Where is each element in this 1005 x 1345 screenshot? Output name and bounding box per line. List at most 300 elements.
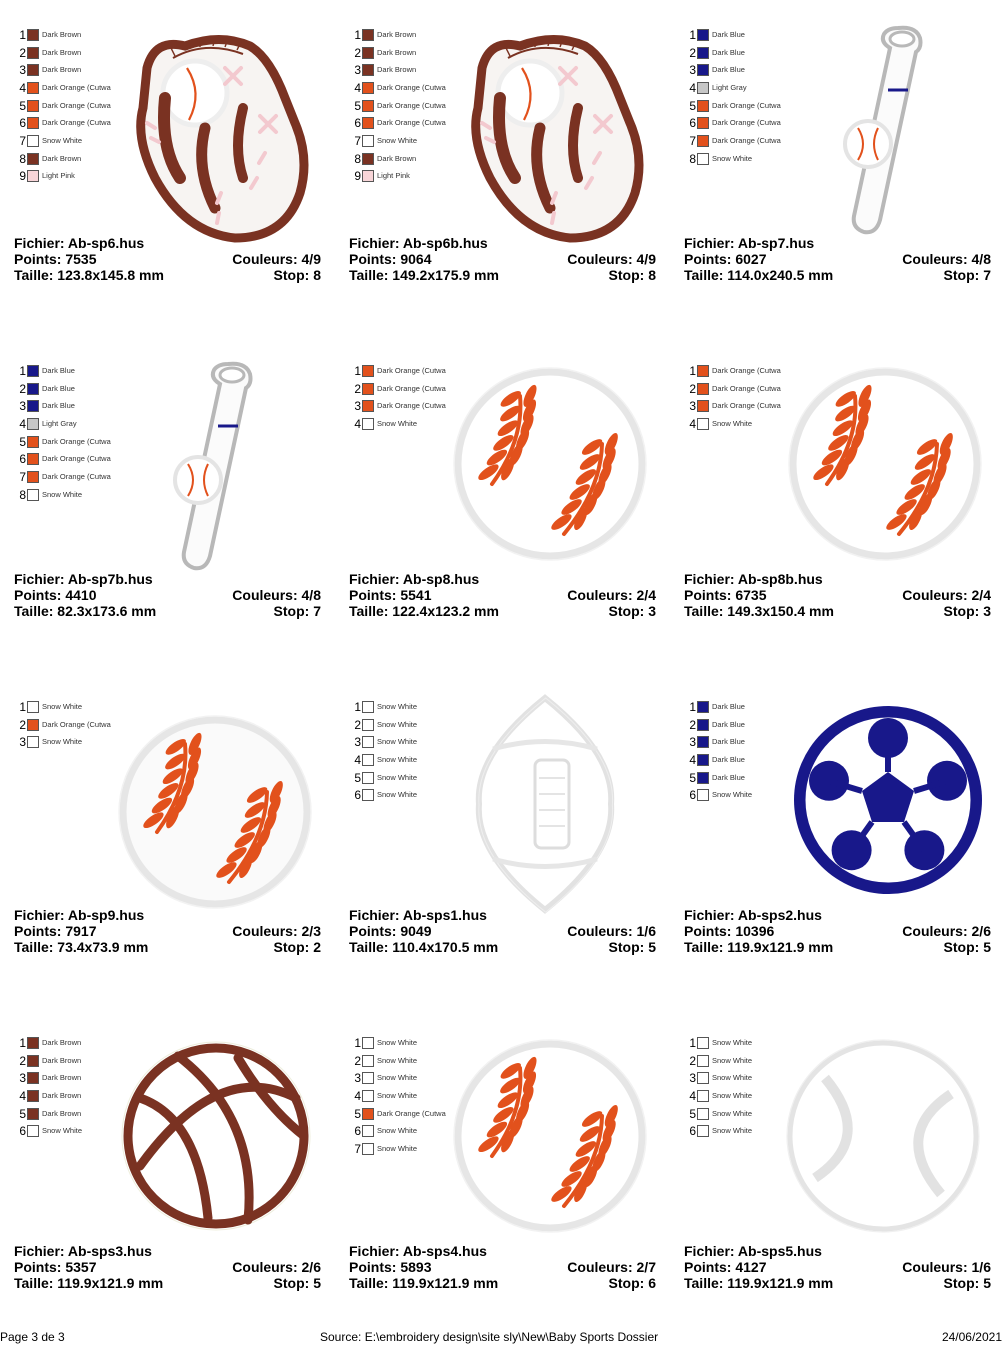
legend-color-name: Light Gray — [42, 419, 77, 428]
design-size: Taille: 119.9x121.9 mm — [684, 939, 834, 955]
color-swatch — [697, 29, 709, 41]
legend-item — [349, 1122, 449, 1140]
color-swatch — [697, 418, 709, 430]
color-swatch — [27, 1125, 39, 1137]
color-swatch — [697, 100, 709, 112]
legend-item — [349, 1087, 449, 1105]
legend-number: 8 — [689, 151, 696, 166]
design-info — [14, 571, 321, 619]
color-swatch — [697, 754, 709, 766]
design-size: Taille: 123.8x145.8 mm — [14, 267, 164, 283]
legend-color-name: Dark Orange (Cutwa — [712, 366, 781, 375]
color-legend — [14, 1034, 114, 1140]
legend-color-name: Snow White — [377, 738, 418, 747]
points-count: Points: 5893 — [349, 1259, 432, 1275]
legend-item — [349, 1034, 449, 1052]
color-swatch — [697, 365, 709, 377]
color-swatch — [27, 1055, 39, 1067]
legend-item — [349, 132, 449, 150]
color-swatch — [27, 736, 39, 748]
legend-color-name: Dark Orange (Cutwa — [712, 402, 781, 411]
legend-color-name: Snow White — [377, 755, 418, 764]
print-date: 24/06/2021 — [941, 1330, 1002, 1344]
legend-number: 2 — [689, 717, 696, 732]
legend-color-name: Dark Blue — [712, 738, 745, 747]
design-info — [684, 907, 991, 955]
color-swatch — [27, 400, 39, 412]
legend-item — [14, 1122, 114, 1140]
color-swatch — [697, 772, 709, 784]
color-swatch — [27, 135, 39, 147]
legend-number: 4 — [689, 416, 696, 431]
legend-number: 5 — [19, 1106, 26, 1121]
color-count: Couleurs: 2/7 — [567, 1259, 656, 1275]
design-card — [335, 1008, 670, 1344]
stop-count: Stop: 8 — [273, 267, 321, 283]
legend-color-name: Dark Orange (Cutwa — [42, 119, 111, 128]
legend-number: 7 — [19, 469, 26, 484]
legend-number: 1 — [354, 699, 361, 714]
legend-color-name: Dark Blue — [712, 66, 745, 75]
legend-item — [14, 468, 114, 486]
legend-color-name: Snow White — [377, 419, 418, 428]
design-size: Taille: 149.3x150.4 mm — [684, 603, 834, 619]
legend-color-name: Snow White — [377, 1056, 418, 1065]
legend-item — [14, 44, 114, 62]
legend-color-name: Dark Orange (Cutwa — [42, 472, 111, 481]
color-swatch — [362, 1108, 374, 1120]
legend-number: 3 — [689, 63, 696, 78]
legend-item — [349, 397, 449, 415]
legend-color-name: Dark Orange (Cutwa — [712, 119, 781, 128]
legend-number: 4 — [354, 80, 361, 95]
legend-number: 1 — [354, 1035, 361, 1050]
legend-color-name: Dark Orange (Cutwa — [377, 402, 446, 411]
legend-color-name: Dark Blue — [712, 755, 745, 764]
legend-item — [684, 751, 784, 769]
legend-item — [684, 1052, 784, 1070]
color-swatch — [362, 400, 374, 412]
legend-color-name: Light Gray — [712, 83, 747, 92]
legend-item — [684, 1122, 784, 1140]
color-swatch — [697, 135, 709, 147]
legend-item — [349, 1052, 449, 1070]
legend-color-name: Snow White — [712, 1056, 753, 1065]
color-count: Couleurs: 1/6 — [567, 923, 656, 939]
color-swatch — [27, 117, 39, 129]
legend-color-name: Dark Brown — [42, 1038, 82, 1047]
legend-number: 6 — [19, 1124, 26, 1139]
design-size: Taille: 73.4x73.9 mm — [14, 939, 149, 955]
legend-number: 3 — [19, 63, 26, 78]
color-swatch — [27, 64, 39, 76]
legend-color-name: Dark Blue — [712, 720, 745, 729]
design-card — [0, 336, 335, 672]
stop-count: Stop: 3 — [943, 603, 991, 619]
color-swatch — [27, 719, 39, 731]
legend-color-name: Snow White — [42, 490, 83, 499]
design-info — [349, 1243, 656, 1291]
design-card — [335, 336, 670, 672]
color-swatch — [697, 400, 709, 412]
color-legend — [349, 698, 449, 804]
legend-item — [684, 1087, 784, 1105]
color-legend — [349, 26, 449, 185]
points-count: Points: 9049 — [349, 923, 432, 939]
color-swatch — [362, 117, 374, 129]
legend-color-name: Dark Brown — [377, 66, 417, 75]
tennis-ball-icon — [785, 1038, 981, 1239]
legend-color-name: Dark Orange (Cutwa — [42, 101, 111, 110]
legend-number: 2 — [354, 45, 361, 60]
legend-number: 6 — [689, 116, 696, 131]
legend-number: 3 — [354, 1071, 361, 1086]
legend-color-name: Dark Brown — [42, 66, 82, 75]
legend-color-name: Snow White — [712, 1127, 753, 1136]
legend-number: 6 — [689, 788, 696, 803]
legend-number: 6 — [354, 116, 361, 131]
legend-color-name: Snow White — [377, 1091, 418, 1100]
color-legend — [684, 26, 784, 168]
file-name: Fichier: Ab-sp7.hus — [684, 235, 815, 251]
legend-color-name: Dark Brown — [42, 1074, 82, 1083]
legend-color-name: Dark Orange (Cutwa — [42, 83, 111, 92]
legend-item — [349, 786, 449, 804]
legend-item — [349, 415, 449, 433]
legend-color-name: Dark Brown — [377, 154, 417, 163]
legend-color-name: Snow White — [712, 154, 753, 163]
legend-color-name: Dark Blue — [42, 384, 75, 393]
file-name: Fichier: Ab-sp8b.hus — [684, 571, 823, 587]
color-legend — [14, 362, 114, 504]
design-size: Taille: 122.4x123.2 mm — [349, 603, 499, 619]
legend-number: 8 — [19, 151, 26, 166]
legend-number: 5 — [354, 98, 361, 113]
color-swatch — [697, 701, 709, 713]
stop-count: Stop: 8 — [608, 267, 656, 283]
baseball-icon — [787, 366, 983, 567]
legend-color-name: Snow White — [712, 419, 753, 428]
legend-color-name: Light Pink — [377, 172, 410, 181]
legend-item — [349, 716, 449, 734]
file-name: Fichier: Ab-sps3.hus — [14, 1243, 152, 1259]
baseball-bat-icon — [828, 20, 938, 245]
design-size: Taille: 119.9x121.9 mm — [14, 1275, 164, 1291]
soccer-ball-icon — [790, 702, 986, 903]
legend-number: 3 — [19, 1071, 26, 1086]
legend-item — [349, 26, 449, 44]
color-swatch — [362, 772, 374, 784]
legend-color-name: Snow White — [712, 791, 753, 800]
legend-color-name: Dark Orange (Cutwa — [377, 101, 446, 110]
color-swatch — [27, 170, 39, 182]
design-card — [670, 672, 1005, 1008]
legend-color-name: Dark Orange (Cutwa — [712, 384, 781, 393]
legend-number: 2 — [19, 45, 26, 60]
legend-number: 4 — [354, 1088, 361, 1103]
legend-number: 5 — [19, 434, 26, 449]
color-swatch — [697, 1072, 709, 1084]
legend-number: 8 — [354, 151, 361, 166]
file-name: Fichier: Ab-sp6.hus — [14, 235, 145, 251]
legend-color-name: Dark Blue — [712, 30, 745, 39]
color-swatch — [362, 1072, 374, 1084]
legend-color-name: Snow White — [42, 702, 83, 711]
legend-number: 4 — [689, 1088, 696, 1103]
legend-item — [349, 1069, 449, 1087]
legend-number: 2 — [354, 381, 361, 396]
legend-color-name: Dark Blue — [712, 702, 745, 711]
legend-number: 7 — [689, 133, 696, 148]
color-swatch — [27, 153, 39, 165]
color-swatch — [362, 29, 374, 41]
legend-color-name: Dark Orange (Cutwa — [377, 1109, 446, 1118]
legend-item — [684, 362, 784, 380]
file-name: Fichier: Ab-sps2.hus — [684, 907, 822, 923]
legend-item — [684, 415, 784, 433]
legend-item — [14, 397, 114, 415]
color-swatch — [27, 47, 39, 59]
color-legend — [349, 362, 449, 433]
legend-item — [14, 1034, 114, 1052]
color-legend — [684, 1034, 784, 1140]
legend-color-name: Dark Orange (Cutwa — [712, 101, 781, 110]
legend-number: 7 — [354, 133, 361, 148]
legend-item — [349, 362, 449, 380]
color-swatch — [697, 1090, 709, 1102]
legend-number: 6 — [354, 788, 361, 803]
legend-number: 3 — [19, 735, 26, 750]
legend-number: 5 — [689, 1106, 696, 1121]
basketball-icon — [118, 1038, 314, 1239]
points-count: Points: 7917 — [14, 923, 97, 939]
legend-item — [684, 769, 784, 787]
legend-item — [14, 415, 114, 433]
legend-color-name: Light Pink — [42, 172, 75, 181]
legend-number: 4 — [354, 416, 361, 431]
legend-item — [14, 1052, 114, 1070]
legend-color-name: Snow White — [712, 1109, 753, 1118]
legend-number: 3 — [354, 63, 361, 78]
legend-item — [684, 1034, 784, 1052]
legend-color-name: Dark Brown — [42, 1091, 82, 1100]
color-swatch — [362, 789, 374, 801]
color-swatch — [27, 418, 39, 430]
legend-color-name: Dark Orange (Cutwa — [42, 720, 111, 729]
points-count: Points: 4127 — [684, 1259, 767, 1275]
baseball-filled-icon — [117, 714, 313, 915]
legend-color-name: Snow White — [377, 791, 418, 800]
legend-color-name: Snow White — [377, 1074, 418, 1083]
legend-item — [14, 486, 114, 504]
color-swatch — [697, 719, 709, 731]
stop-count: Stop: 2 — [273, 939, 321, 955]
legend-number: 1 — [689, 27, 696, 42]
legend-number: 1 — [354, 363, 361, 378]
stop-count: Stop: 5 — [943, 1275, 991, 1291]
color-swatch — [27, 436, 39, 448]
legend-number: 1 — [19, 1035, 26, 1050]
legend-item — [349, 168, 449, 186]
legend-item — [349, 97, 449, 115]
legend-number: 3 — [354, 735, 361, 750]
color-count: Couleurs: 4/8 — [902, 251, 991, 267]
legend-item — [14, 97, 114, 115]
legend-number: 2 — [19, 1053, 26, 1068]
design-info — [14, 235, 321, 283]
color-count: Couleurs: 2/4 — [567, 587, 656, 603]
legend-item — [684, 397, 784, 415]
design-card — [670, 336, 1005, 672]
file-name: Fichier: Ab-sps5.hus — [684, 1243, 822, 1259]
design-size: Taille: 114.0x240.5 mm — [684, 267, 834, 283]
legend-number: 1 — [689, 699, 696, 714]
legend-item — [349, 698, 449, 716]
design-card — [335, 0, 670, 336]
legend-number: 5 — [354, 1106, 361, 1121]
legend-item — [684, 132, 784, 150]
color-count: Couleurs: 2/3 — [232, 923, 321, 939]
design-info — [14, 907, 321, 955]
legend-number: 6 — [689, 1124, 696, 1139]
legend-color-name: Dark Orange (Cutwa — [377, 119, 446, 128]
legend-item — [14, 362, 114, 380]
color-swatch — [697, 1055, 709, 1067]
legend-item — [14, 79, 114, 97]
color-swatch — [362, 701, 374, 713]
legend-color-name: Dark Orange (Cutwa — [377, 366, 446, 375]
design-info — [684, 235, 991, 283]
color-swatch — [27, 453, 39, 465]
design-card — [0, 672, 335, 1008]
legend-number: 1 — [689, 1035, 696, 1050]
color-legend — [684, 698, 784, 804]
design-size: Taille: 149.2x175.9 mm — [349, 267, 499, 283]
points-count: Points: 9064 — [349, 251, 432, 267]
file-name: Fichier: Ab-sp6b.hus — [349, 235, 488, 251]
color-swatch — [697, 1037, 709, 1049]
file-name: Fichier: Ab-sps1.hus — [349, 907, 487, 923]
legend-number: 1 — [689, 363, 696, 378]
legend-number: 3 — [689, 735, 696, 750]
file-name: Fichier: Ab-sp9.hus — [14, 907, 145, 923]
legend-number: 1 — [19, 699, 26, 714]
legend-color-name: Snow White — [377, 1038, 418, 1047]
legend-number: 4 — [354, 752, 361, 767]
color-swatch — [27, 1108, 39, 1120]
legend-number: 2 — [689, 45, 696, 60]
color-swatch — [362, 64, 374, 76]
legend-number: 3 — [354, 399, 361, 414]
legend-number: 2 — [689, 1053, 696, 1068]
legend-item — [14, 433, 114, 451]
legend-color-name: Dark Brown — [377, 30, 417, 39]
legend-item — [684, 44, 784, 62]
legend-item — [14, 61, 114, 79]
points-count: Points: 6027 — [684, 251, 767, 267]
color-swatch — [697, 117, 709, 129]
design-size: Taille: 119.9x121.9 mm — [684, 1275, 834, 1291]
color-legend — [14, 26, 114, 185]
color-legend — [684, 362, 784, 433]
color-swatch — [362, 365, 374, 377]
color-swatch — [697, 1125, 709, 1137]
legend-color-name: Dark Brown — [42, 154, 82, 163]
color-swatch — [697, 1108, 709, 1120]
legend-color-name: Dark Blue — [42, 366, 75, 375]
color-swatch — [27, 383, 39, 395]
legend-color-name: Snow White — [377, 1144, 418, 1153]
legend-color-name: Snow White — [377, 720, 418, 729]
legend-item — [684, 114, 784, 132]
design-card — [670, 0, 1005, 336]
legend-number: 4 — [689, 752, 696, 767]
color-legend — [14, 698, 114, 751]
color-swatch — [362, 82, 374, 94]
legend-number: 6 — [354, 1124, 361, 1139]
legend-number: 5 — [689, 98, 696, 113]
legend-number: 5 — [354, 770, 361, 785]
color-swatch — [697, 789, 709, 801]
color-swatch — [27, 1090, 39, 1102]
legend-item — [349, 733, 449, 751]
design-info — [349, 235, 656, 283]
legend-item — [684, 97, 784, 115]
legend-number: 6 — [19, 116, 26, 131]
legend-item — [349, 79, 449, 97]
color-count: Couleurs: 4/9 — [567, 251, 656, 267]
color-swatch — [362, 1037, 374, 1049]
legend-number: 1 — [354, 27, 361, 42]
legend-item — [14, 114, 114, 132]
color-swatch — [362, 1090, 374, 1102]
legend-item — [14, 1087, 114, 1105]
legend-item — [14, 26, 114, 44]
legend-item — [349, 1105, 449, 1123]
color-swatch — [27, 701, 39, 713]
color-swatch — [362, 47, 374, 59]
legend-number: 5 — [689, 770, 696, 785]
design-card — [0, 0, 335, 336]
legend-number: 3 — [689, 1071, 696, 1086]
legend-color-name: Snow White — [377, 773, 418, 782]
legend-item — [684, 26, 784, 44]
color-swatch — [362, 418, 374, 430]
legend-number: 1 — [19, 27, 26, 42]
color-swatch — [362, 100, 374, 112]
legend-color-name: Snow White — [42, 136, 83, 145]
baseball-glove-icon — [460, 28, 650, 248]
legend-item — [349, 44, 449, 62]
legend-number: 4 — [19, 416, 26, 431]
legend-color-name: Snow White — [712, 1074, 753, 1083]
color-swatch — [27, 1037, 39, 1049]
page-number: Page 3 de 3 — [0, 1330, 65, 1344]
legend-item — [14, 132, 114, 150]
file-name: Fichier: Ab-sp7b.hus — [14, 571, 153, 587]
design-info — [349, 907, 656, 955]
points-count: Points: 4410 — [14, 587, 97, 603]
color-swatch — [362, 153, 374, 165]
legend-number: 2 — [354, 717, 361, 732]
color-swatch — [362, 719, 374, 731]
color-swatch — [27, 365, 39, 377]
color-swatch — [27, 489, 39, 501]
legend-number: 7 — [19, 133, 26, 148]
color-swatch — [362, 754, 374, 766]
legend-number: 6 — [19, 452, 26, 467]
legend-item — [684, 380, 784, 398]
